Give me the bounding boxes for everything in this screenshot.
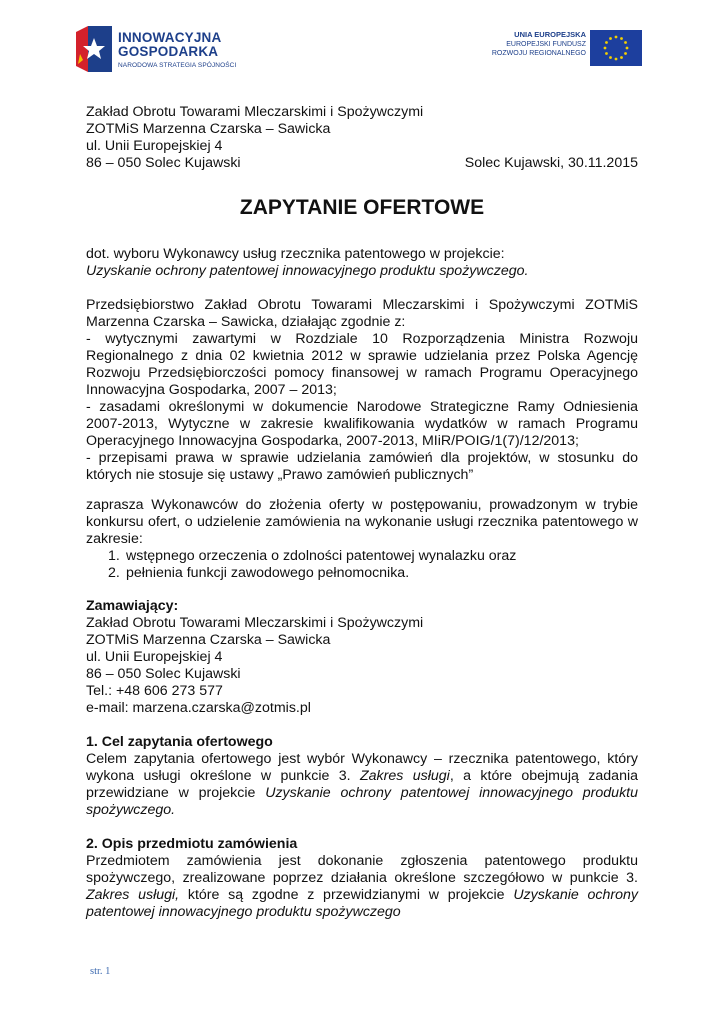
eu-star-icon <box>609 56 612 59</box>
orderer-heading: Zamawiający: <box>86 598 179 614</box>
eu-star-icon <box>624 41 627 44</box>
section1-text-4: Uzyskanie ochrony patentowej innowacyjnego produktu spożywczego. <box>86 785 639 818</box>
eu-text-line2: EUROPEJSKI FUNDUSZ <box>506 41 586 48</box>
eu-star-icon <box>620 56 623 59</box>
section1-heading: 1. Cel zapytania ofertowego <box>86 734 273 750</box>
innowacyjna-gospodarka-logo <box>74 24 264 76</box>
intro-paragraph-1: Przedsiębiorstwo Zakład Obrotu Towarami Mleczarskimi i Spożywczymi ZOTMiS Marzenna Czarska – Sawicka, działając zgodnie z: <box>86 297 638 330</box>
eu-star-icon <box>604 47 607 50</box>
section2-text-3: które są zgodne z przewidzianymi w projekcie <box>179 887 514 903</box>
subject-line2: Uzyskanie ochrony patentowej innowacyjnego produktu spożywczego. <box>86 263 529 279</box>
eu-text-line1: UNIA EUROPEJSKA <box>514 30 586 39</box>
orderer-line2: ZOTMiS Marzenna Czarska – Sawicka <box>86 632 331 648</box>
logo-text-line3: NARODOWA STRATEGIA SPÓJNOŚCI <box>118 62 237 69</box>
intro-paragraph-2: - wytycznymi zawartymi w Rozdziale 10 Rozporządzenia Ministra Rozwoju Regionalnego z dnia 02 kwietnia 2012 w sprawie udzielania przez Polska Agencję Rozwoju Przedsiębiorczości pomocy finansowej w ramach Programu Operacyjnego Innowacyjna Gospodarka, 2007 – 2013; <box>86 331 638 398</box>
section2-text-1: Przedmiotem zamówienia jest dokonanie zgłoszenia patentowego produktu spożywczego, zrealizowane poprzez działania określone szczegółowo w punkcie 3. <box>86 853 638 886</box>
subject-line1: dot. wyboru Wykonawcy usług rzecznika patentowego w projekcie: <box>86 246 505 262</box>
sender-line1: Zakład Obrotu Towarami Mleczarskimi i Spożywczymi <box>86 104 424 120</box>
list-item-number: 1. <box>108 548 120 564</box>
invitation-section <box>86 497 638 582</box>
star-flag-icon <box>74 24 114 74</box>
intro-section <box>86 297 638 484</box>
section1-text-3: , a które obejmują zadania przewidziane w projekcie <box>86 768 638 801</box>
sender-line2: ZOTMiS Marzenna Czarska – Sawicka <box>86 121 331 137</box>
list-item <box>108 548 638 565</box>
sender-line4: 86 – 050 Solec Kujawski <box>86 155 241 171</box>
logo-text-line2: GOSPODARKA <box>118 44 219 59</box>
eu-logo <box>476 28 642 72</box>
eu-star-icon <box>605 52 608 55</box>
list-item <box>108 565 638 582</box>
section1-text-1: Celem zapytania ofertowego jest wybór Wykonawcy – rzecznika patentowego, który wykona usługi określone w punkcie 3. <box>86 751 638 784</box>
orderer-line3: ul. Unii Europejskiej 4 <box>86 649 223 665</box>
eu-star-icon <box>609 37 612 40</box>
page-number: str. 1 <box>90 966 111 977</box>
eu-star-icon <box>605 41 608 44</box>
list-item-text: pełnienia funkcji zawodowego pełnomocnika. <box>126 565 410 581</box>
orderer-email: e-mail: marzena.czarska@zotmis.pl <box>86 700 311 716</box>
orderer-phone: Tel.: +48 606 273 577 <box>86 683 223 699</box>
section2-text-4: Uzyskanie ochrony patentowej innowacyjnego produktu spożywczego <box>86 887 638 920</box>
list-item-text: wstępnego orzeczenia o zdolności patentowej wynalazku oraz <box>126 548 517 564</box>
orderer-line1: Zakład Obrotu Towarami Mleczarskimi i Spożywczymi <box>86 615 424 631</box>
section2-text-2: Zakres usługi, <box>86 887 180 903</box>
eu-flag-icon <box>590 30 642 66</box>
eu-star-icon <box>620 37 623 40</box>
orderer-line4: 86 – 050 Solec Kujawski <box>86 666 241 682</box>
eu-text-line3: ROZWOJU REGIONALNEGO <box>491 50 586 57</box>
document-title: ZAPYTANIE OFERTOWE <box>239 196 485 219</box>
section2-heading: 2. Opis przedmiotu zamówienia <box>86 836 298 852</box>
scope-list <box>86 548 638 582</box>
eu-star-icon <box>626 47 629 50</box>
section2-body <box>86 853 638 921</box>
eu-star-icon <box>624 52 627 55</box>
section1-body <box>86 751 638 819</box>
place-date: Solec Kujawski, 30.11.2015 <box>464 155 638 171</box>
eu-star-icon <box>615 36 618 39</box>
intro-paragraph-4: - przepisami prawa w sprawie udzielania zamówień dla projektów, w stosunku do których nie stosuje się ustawy „Prawo zamówień publicznych” <box>86 450 638 483</box>
sender-line3: ul. Unii Europejskiej 4 <box>86 138 223 154</box>
section1-text-2: Zakres usługi <box>359 768 450 784</box>
list-item-number: 2. <box>108 565 120 581</box>
eu-star-icon <box>615 58 618 61</box>
logo-text-line1: INNOWACYJNA <box>118 30 222 45</box>
intro-paragraph-3: - zasadami określonymi w dokumencie Narodowe Strategiczne Ramy Odniesienia 2007-2013, Wytyczne w zakresie kwalifikowania wydatków w ramach Programu Operacyjnego Innowacyjna Gospodarka, 2007-2013, MIiR/POIG/1(7)/12/2013; <box>86 399 638 449</box>
invitation-text: zaprasza Wykonawców do złożenia oferty w postępowaniu, prowadzonym w trybie konkursu ofert, o udzielenie zamówienia na wykonanie usługi rzecznika patentowego w zakresie: <box>86 497 638 547</box>
